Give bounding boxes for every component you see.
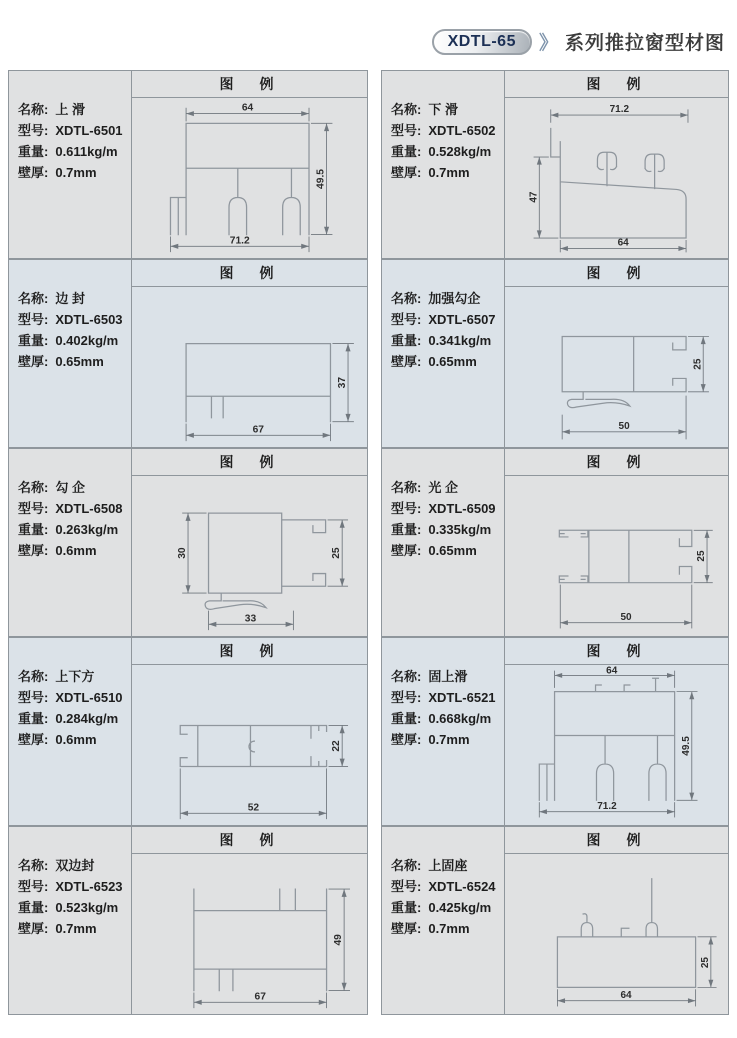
legend-header: 图 例: [132, 71, 367, 98]
info-line-weight: 重量: 0.523kg/m: [18, 900, 119, 915]
svg-text:22: 22: [331, 740, 343, 752]
profile-drawing-6508: [132, 476, 367, 636]
info-line-model: 型号: XDTL-6507: [391, 312, 496, 327]
info-line-model: 型号: XDTL-6523: [18, 879, 123, 894]
dim-bottom: [180, 768, 326, 819]
profile-card-6501: [8, 70, 368, 259]
svg-text:47: 47: [528, 191, 540, 203]
info-line-name: 名称: 勾 企: [18, 480, 85, 495]
dim-left: [528, 157, 558, 238]
svg-text:49: 49: [333, 934, 345, 946]
info-line-name: 名称: 下 滑: [391, 102, 458, 117]
profile-drawing-6509: [505, 476, 728, 636]
profile-card-6510: [8, 637, 368, 826]
svg-text:49.5: 49.5: [680, 736, 692, 756]
profile-drawing-6510: [132, 665, 367, 825]
page-header: [432, 28, 725, 55]
dim-right: [688, 337, 709, 392]
dim-right: [698, 937, 717, 988]
legend-header: 图 例: [132, 638, 367, 665]
info-line-thickness: 壁厚: 0.65mm: [391, 543, 477, 558]
dim-right: [328, 520, 348, 586]
profile-info: [382, 449, 505, 636]
info-line-thickness: 壁厚: 0.6mm: [18, 543, 97, 558]
dim-right: [329, 725, 349, 766]
info-line-model: 型号: XDTL-6510: [18, 690, 123, 705]
info-line-weight: 重量: 0.425kg/m: [391, 900, 492, 915]
profile-drawing-6502: [505, 98, 728, 258]
diagram-panel: [132, 827, 367, 1014]
svg-text:25: 25: [696, 550, 708, 562]
diagram-panel: [132, 260, 367, 447]
info-line-weight: 重量: 0.335kg/m: [391, 522, 492, 537]
info-line-model: 型号: XDTL-6508: [18, 501, 123, 516]
diagram-panel: [505, 449, 728, 636]
profile-card-6521: [381, 637, 729, 826]
info-line-name: 名称: 固上滑: [391, 669, 468, 684]
dim-bottom: [557, 989, 695, 1006]
double-chevron-icon: 》: [538, 33, 558, 54]
info-line-weight: 重量: 0.668kg/m: [391, 711, 492, 726]
profile-info: [382, 827, 505, 1014]
dim-bottom: [194, 991, 327, 1008]
info-line-thickness: 壁厚: 0.6mm: [18, 732, 97, 747]
diagram-panel: [132, 449, 367, 636]
svg-text:71.2: 71.2: [229, 235, 250, 247]
profile-info: [9, 827, 132, 1014]
profile-card-6509: [381, 448, 729, 637]
profile-drawing-6524: [505, 854, 728, 1014]
info-line-weight: 重量: 0.611kg/m: [18, 144, 118, 159]
profile-card-6508: [8, 448, 368, 637]
info-line-weight: 重量: 0.284kg/m: [18, 711, 119, 726]
dim-bottom: [560, 585, 692, 629]
profile-drawing-6503: [132, 287, 367, 447]
svg-text:25: 25: [699, 957, 711, 969]
info-line-model: 型号: XDTL-6521: [391, 690, 496, 705]
diagram-panel: [505, 827, 728, 1014]
legend-header: 图 例: [132, 449, 367, 476]
info-line-weight: 重量: 0.341kg/m: [391, 333, 492, 348]
info-line-thickness: 壁厚: 0.7mm: [391, 165, 470, 180]
svg-text:71.2: 71.2: [609, 104, 630, 116]
dim-bottom: [539, 801, 674, 818]
profile-drawing-6523: [132, 854, 367, 1014]
diagram-panel: [505, 260, 728, 447]
profile-card-6523: [8, 826, 368, 1015]
diagram-panel: [132, 638, 367, 825]
profile-card-6524: [381, 826, 729, 1015]
info-line-name: 名称: 上下方: [18, 669, 95, 684]
diagram-panel: [505, 71, 728, 258]
series-badge: XDTL-65: [432, 29, 532, 55]
info-line-thickness: 壁厚: 0.7mm: [391, 921, 470, 936]
diagram-panel: [505, 638, 728, 825]
info-line-thickness: 壁厚: 0.65mm: [391, 354, 477, 369]
dim-top: [551, 104, 688, 122]
dim-left: [177, 513, 206, 593]
legend-header: 图 例: [132, 827, 367, 854]
info-line-name: 名称: 边 封: [18, 291, 85, 306]
dim-bottom: [186, 424, 330, 442]
info-line-model: 型号: XDTL-6509: [391, 501, 496, 516]
info-line-model: 型号: XDTL-6524: [391, 879, 496, 894]
svg-text:52: 52: [247, 802, 260, 814]
svg-text:64: 64: [617, 237, 629, 249]
profile-info: [9, 638, 132, 825]
info-line-weight: 重量: 0.263kg/m: [18, 522, 119, 537]
svg-text:64: 64: [620, 989, 632, 1001]
svg-text:50: 50: [618, 420, 630, 432]
profile-card-6502: [381, 70, 729, 259]
profile-info: [9, 449, 132, 636]
info-line-name: 名称: 双边封: [18, 858, 95, 873]
svg-text:71.2: 71.2: [597, 800, 617, 812]
dim-right: [677, 692, 698, 801]
legend-header: 图 例: [505, 827, 728, 854]
svg-text:37: 37: [337, 376, 349, 389]
dim-bottom: [560, 238, 686, 253]
dim-right: [332, 344, 353, 422]
dim-right: [311, 123, 332, 234]
profile-drawing-6521: [505, 665, 728, 825]
svg-text:33: 33: [244, 613, 257, 625]
info-line-model: 型号: XDTL-6501: [18, 123, 123, 138]
legend-header: 图 例: [505, 71, 728, 98]
info-line-name: 名称: 加强勾企: [391, 291, 481, 306]
profile-drawing-6501: [132, 98, 367, 258]
dim-top: [555, 666, 675, 688]
profile-drawing-6507: [505, 287, 728, 447]
legend-header: 图 例: [505, 638, 728, 665]
profile-info: [9, 260, 132, 447]
dim-bottom: [170, 235, 309, 252]
profile-card-6503: [8, 259, 368, 448]
svg-text:67: 67: [252, 424, 264, 436]
svg-text:49.5: 49.5: [315, 169, 327, 189]
info-line-weight: 重量: 0.402kg/m: [18, 333, 119, 348]
profile-info: [382, 260, 505, 447]
profile-grid: [8, 70, 729, 1015]
profile-info: [382, 71, 505, 258]
svg-text:50: 50: [620, 611, 632, 623]
profile-card-6507: [381, 259, 729, 448]
profile-info: [382, 638, 505, 825]
legend-header: 图 例: [505, 260, 728, 287]
legend-header: 图 例: [132, 260, 367, 287]
svg-text:25: 25: [331, 547, 343, 559]
legend-header: 图 例: [505, 449, 728, 476]
info-line-thickness: 壁厚: 0.7mm: [18, 165, 97, 180]
profile-info: [9, 71, 132, 258]
info-line-thickness: 壁厚: 0.7mm: [18, 921, 97, 936]
dim-right: [329, 889, 350, 990]
svg-text:67: 67: [254, 991, 266, 1003]
svg-text:64: 64: [606, 665, 618, 677]
dim-bottom: [209, 611, 294, 631]
info-line-model: 型号: XDTL-6502: [391, 123, 496, 138]
dim-bottom: [562, 396, 686, 440]
dim-right: [694, 530, 713, 582]
info-line-name: 名称: 上 滑: [18, 102, 85, 117]
svg-text:25: 25: [692, 358, 704, 370]
svg-text:64: 64: [241, 102, 254, 114]
info-line-thickness: 壁厚: 0.7mm: [391, 732, 470, 747]
dim-top: [186, 103, 309, 122]
info-line-thickness: 壁厚: 0.65mm: [18, 354, 104, 369]
diagram-panel: [132, 71, 367, 258]
info-line-name: 名称: 上固座: [391, 858, 468, 873]
svg-text:30: 30: [177, 547, 189, 559]
page-title: 系列推拉窗型材图: [564, 33, 725, 54]
info-line-model: 型号: XDTL-6503: [18, 312, 123, 327]
info-line-weight: 重量: 0.528kg/m: [391, 144, 492, 159]
info-line-name: 名称: 光 企: [391, 480, 458, 495]
